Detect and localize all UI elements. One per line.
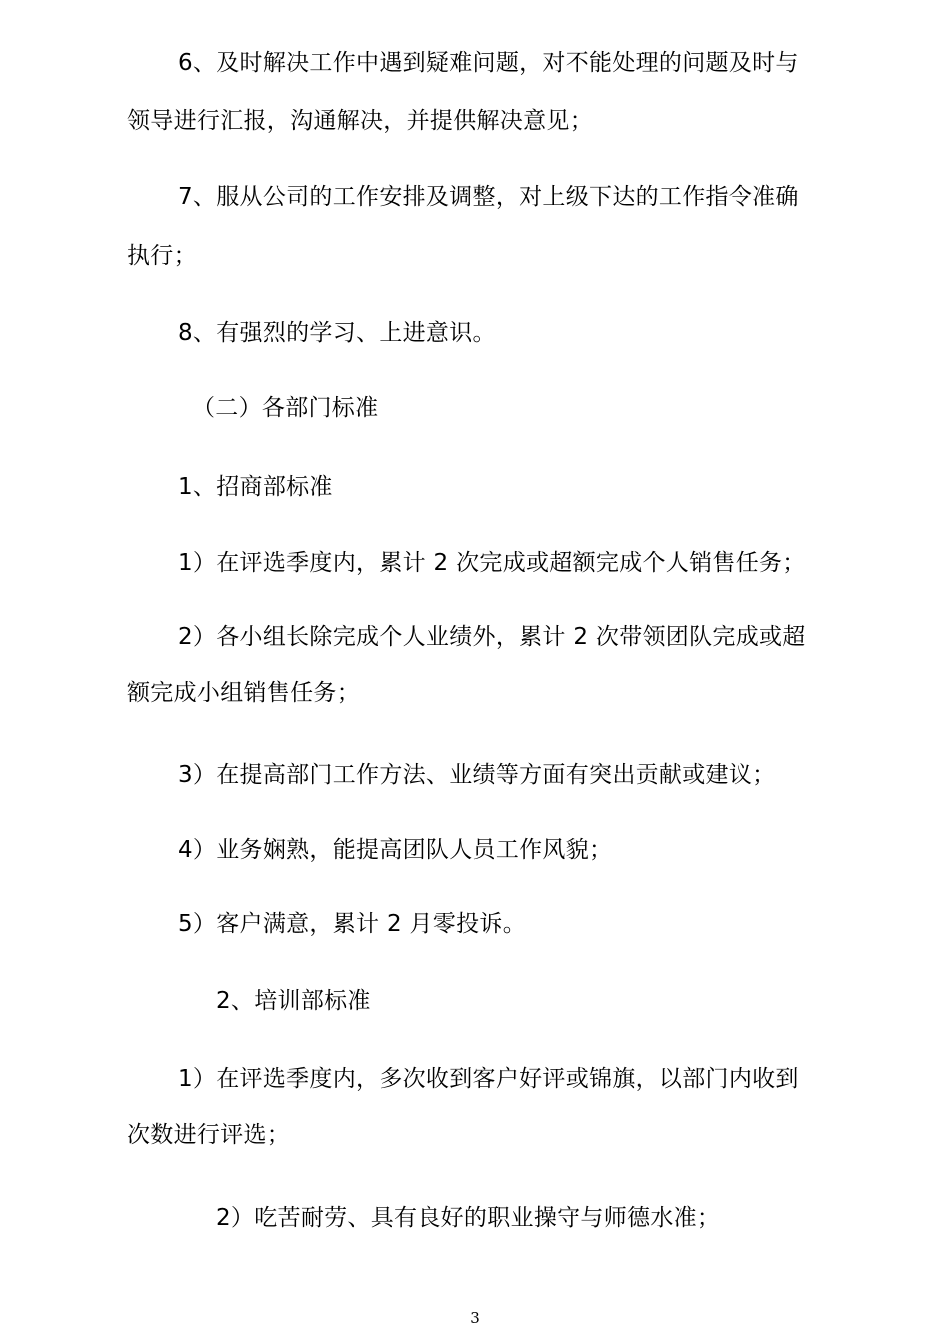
page-number: 3 — [470, 1309, 480, 1327]
text-line: 3）在提高部门工作方法、业绩等方面有突出贡献或建议； — [178, 762, 776, 788]
section-heading: （二）各部门标准 — [192, 395, 379, 421]
text-line: 额完成小组销售任务； — [127, 680, 360, 706]
text-line: 2）吃苦耐劳、具有良好的职业操守与师德水准； — [216, 1205, 721, 1231]
text-line: 次数进行评选； — [127, 1122, 291, 1148]
text-line: 7、服从公司的工作安排及调整，对上级下达的工作指令准确 — [178, 184, 799, 210]
text-line: 领导进行汇报，沟通解决，并提供解决意见； — [127, 108, 593, 134]
text-line: 1）在评选季度内，累计 2 次完成或超额完成个人销售任务； — [178, 550, 806, 576]
text-line: 8、有强烈的学习、上进意识。 — [178, 320, 496, 346]
text-line: 1）在评选季度内，多次收到客户好评或锦旗，以部门内收到 — [178, 1066, 799, 1092]
text-line: 4）业务娴熟，能提高团队人员工作风貌； — [178, 837, 613, 863]
subsection-heading: 2、培训部标准 — [216, 988, 371, 1014]
subsection-heading: 1、招商部标准 — [178, 474, 333, 500]
text-line: 6、及时解决工作中遇到疑难问题，对不能处理的问题及时与 — [178, 50, 799, 76]
text-line: 5）客户满意，累计 2 月零投诉。 — [178, 911, 526, 937]
text-line: 2）各小组长除完成个人业绩外，累计 2 次带领团队完成或超 — [178, 624, 806, 650]
text-line: 执行； — [127, 243, 197, 269]
